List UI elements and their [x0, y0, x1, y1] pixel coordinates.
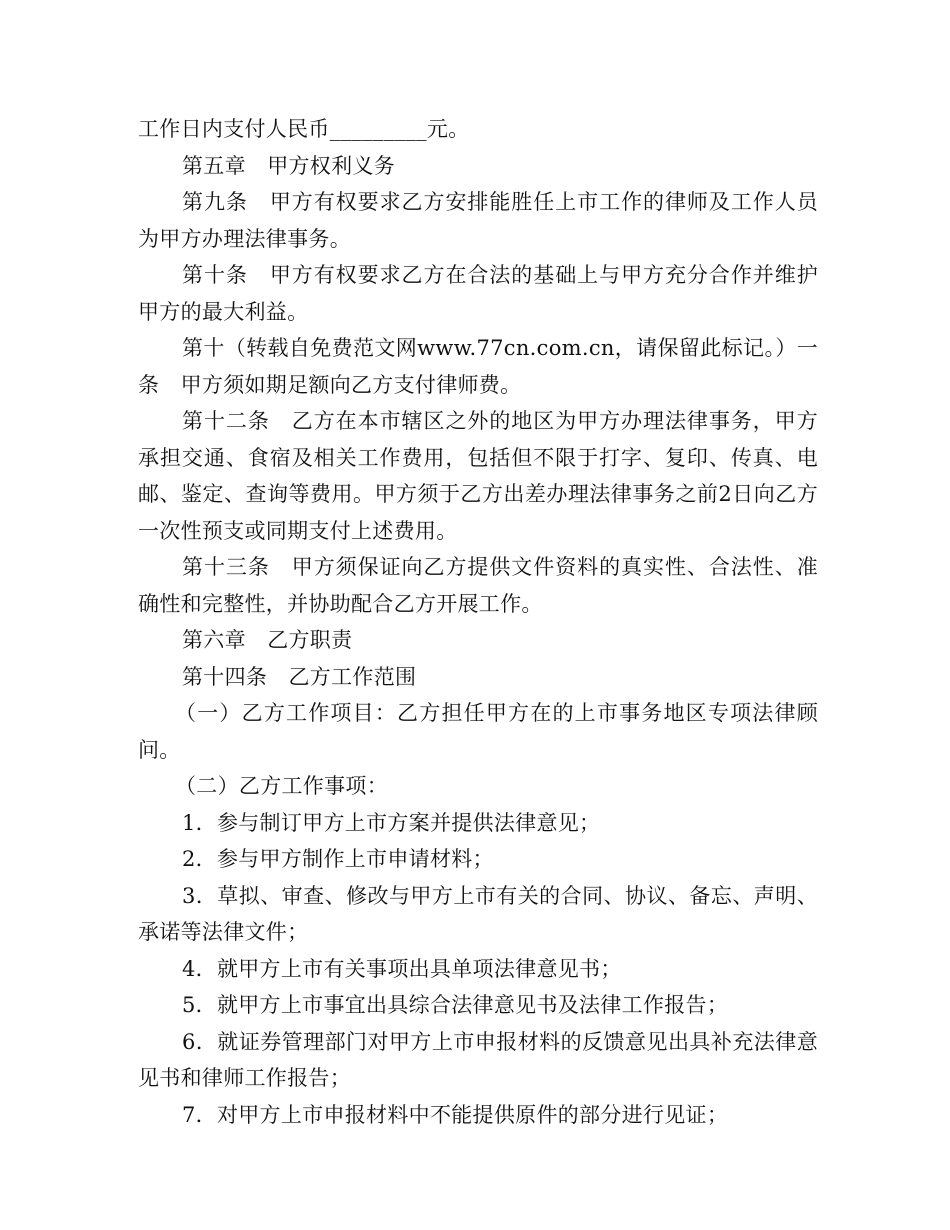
list-item-1: 1．参与制订甲方上市方案并提供法律意见；: [182, 810, 601, 835]
paragraph-article-12: 第十二条 乙方在本市辖区之外的地区为甲方办理法律事务，甲方承担交通、食宿及相关工作费用，包括但不限于打字、复印、传真、电邮、鉴定、查询等费用。甲方须于乙方出差办理法律事务之前2日向乙方一次性预支或同期支付上述费用。: [138, 409, 818, 543]
list-item-6: 6．就证券管理部门对甲方上市申报材料的反馈意见出具补充法律意见书和律师工作报告；: [138, 1029, 818, 1090]
paragraph-article-11: 第十（转载自免费范文网www.77cn.com.cn，请保留此标记。）一条 甲方须如期足额向乙方支付律师费。: [138, 336, 818, 397]
list-item-2: 2．参与甲方制作上市申请材料；: [182, 847, 494, 871]
paragraph-work-project: （一）乙方工作项目：乙方担任甲方在的上市事务地区专项法律顾问。: [138, 701, 818, 762]
paragraph-article-9: 第九条 甲方有权要求乙方安排能胜任上市工作的律师及工作人员为甲方办理法律事务。: [138, 190, 818, 251]
list-item-3: 3．草拟、审查、修改与甲方上市有关的合同、协议、备忘、声明、承诺等法律文件；: [138, 883, 818, 944]
list-item-4: 4．就甲方上市有关事项出具单项法律意见书；: [182, 956, 622, 981]
list-item-7: 7．对甲方上市申报材料中不能提供原件的部分进行见证；: [182, 1102, 729, 1127]
document-body: [138, 111, 818, 1133]
heading-chapter-6: 第六章 乙方职责: [182, 628, 353, 652]
paragraph-article-10: 第十条 甲方有权要求乙方在合法的基础上与甲方充分合作并维护甲方的最大利益。: [138, 263, 818, 324]
list-item-5: 5．就甲方上市事宜出具综合法律意见书及法律工作报告；: [182, 993, 729, 1017]
heading-chapter-5: 第五章 甲方权利义务: [182, 153, 395, 178]
paragraph-payment-continuation: 工作日内支付人民币_________元。: [138, 117, 470, 141]
paragraph-work-items: （二）乙方工作事项：: [175, 774, 388, 798]
paragraph-article-13: 第十三条 甲方须保证向乙方提供文件资料的真实性、合法性、准确性和完整性，并协助配合乙方开展工作。: [138, 555, 818, 616]
paragraph-article-14: 第十四条 乙方工作范围: [182, 664, 417, 689]
